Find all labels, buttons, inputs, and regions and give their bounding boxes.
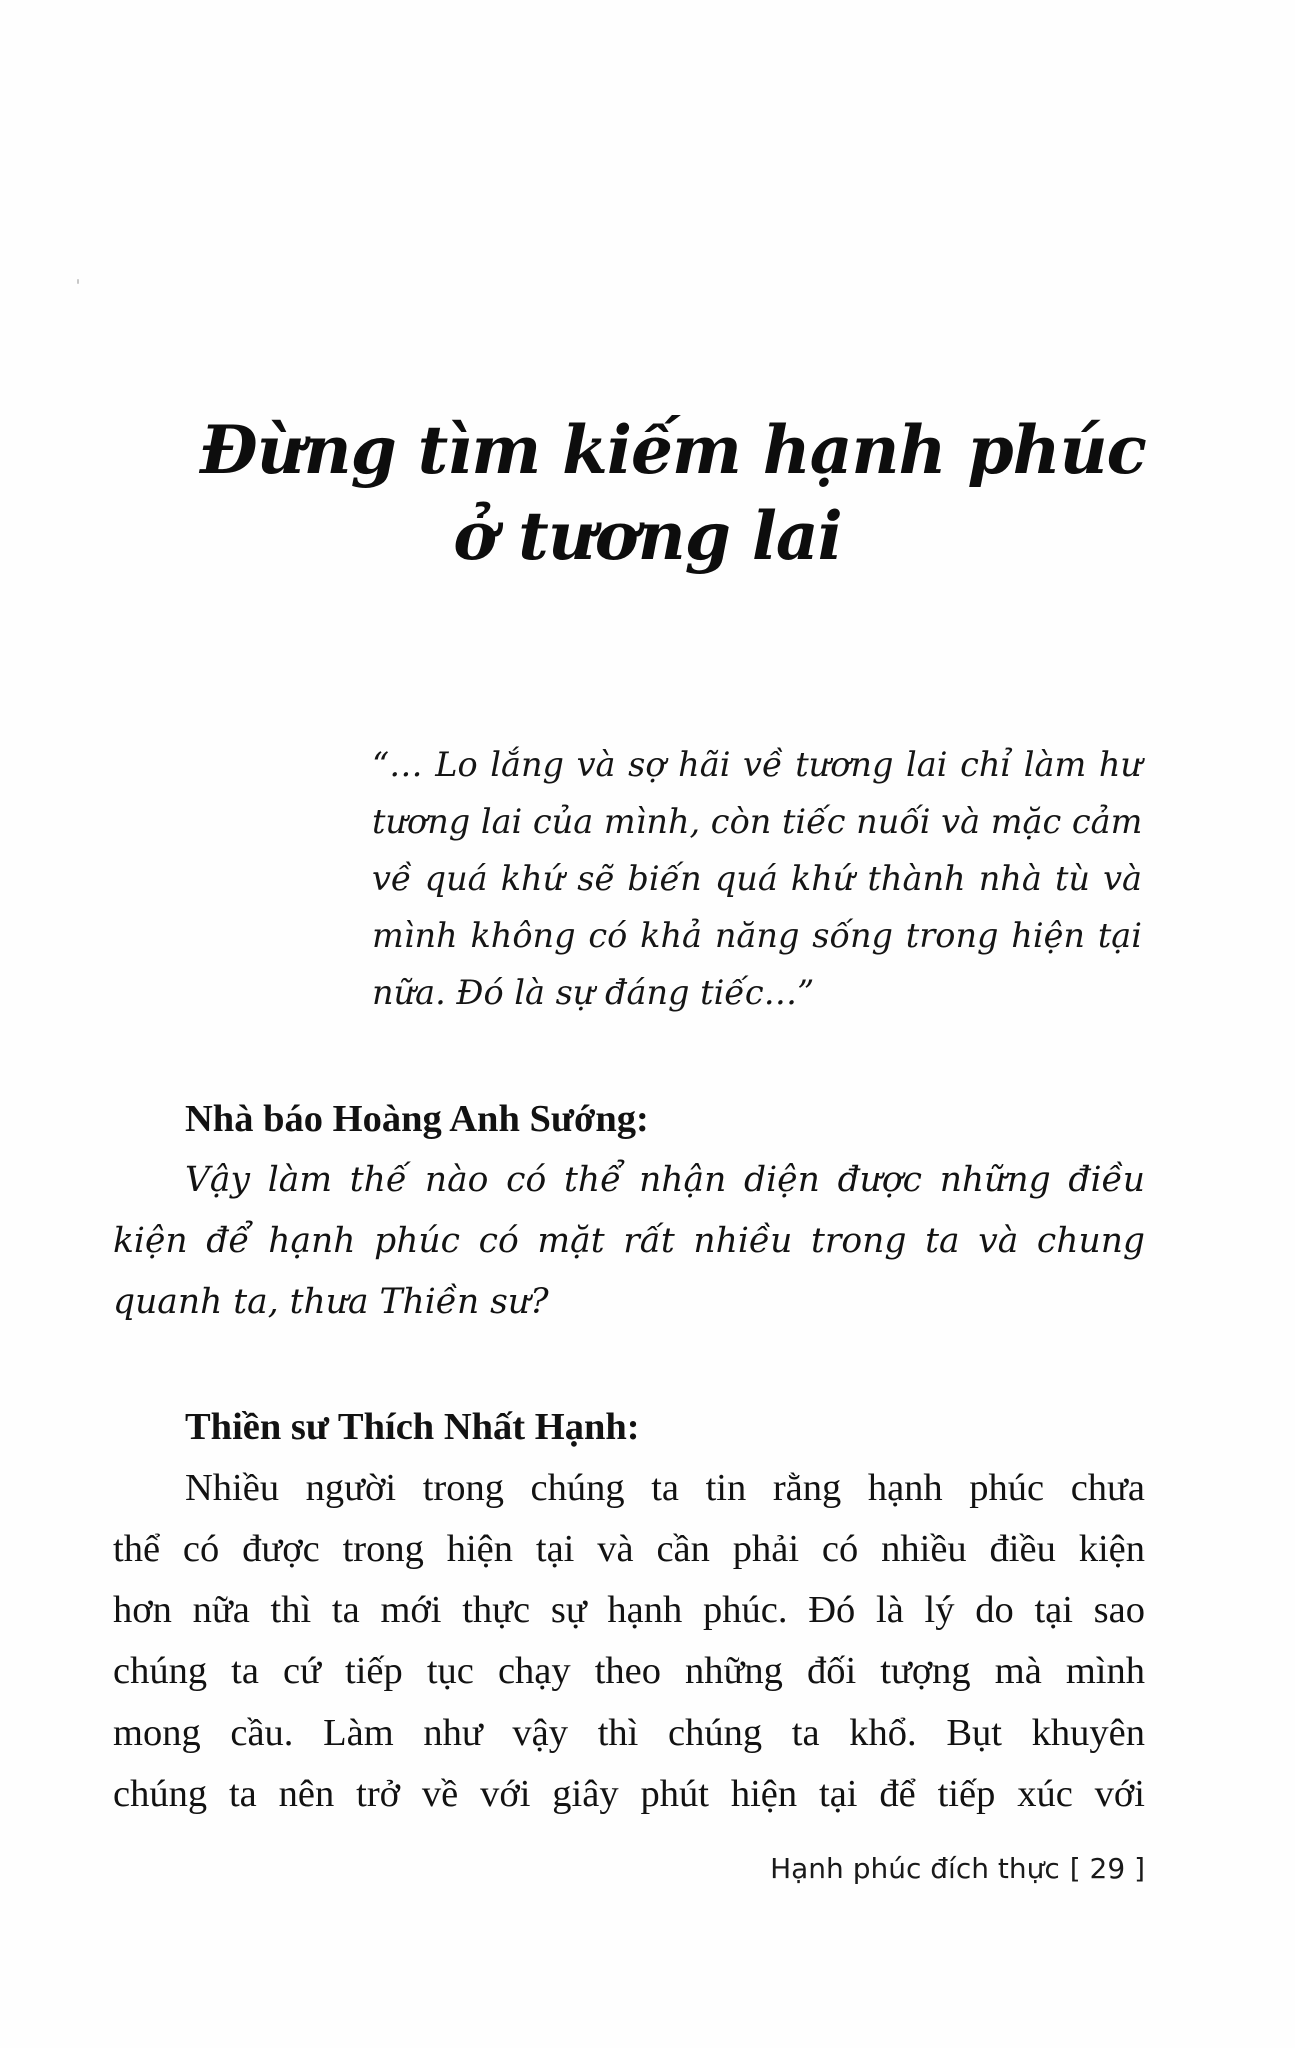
footer-book-title: Hạnh phúc đích thực <box>770 1852 1060 1885</box>
question-line: quanh ta, thưa Thiền sư? <box>113 1282 549 1322</box>
epigraph-line: “… Lo lắng và sợ hãi về tương lai chỉ làm hư <box>372 745 1142 784</box>
answer-line: hơn nữa thì ta mới thực sự hạnh phúc. Đó là lý do tại sao <box>113 1589 1145 1631</box>
answer-line: mong cầu. Làm như vậy thì chúng ta khổ. Bụt khuyên <box>113 1712 1145 1754</box>
answer-line: chúng ta nên trở về với giây phút hiện tại để tiếp xúc với <box>113 1773 1145 1815</box>
epigraph-line: mình không có khả năng sống trong hiện tại <box>372 916 1142 955</box>
answer-line: chúng ta cứ tiếp tục chạy theo những đối tượng mà mình <box>113 1650 1145 1692</box>
question-line: Vậy làm thế nào có thể nhận diện được những điều <box>185 1160 1145 1200</box>
question-line: kiện để hạnh phúc có mặt rất nhiều trong ta và chung <box>113 1221 1145 1261</box>
answer-line: thể có được trong hiện tại và cần phải có nhiều điều kiện <box>113 1528 1145 1570</box>
chapter-title-line-2: ở tương lai <box>453 497 842 575</box>
epigraph-line: nữa. Đó là sự đáng tiếc…” <box>372 973 815 1012</box>
epigraph-line: tương lai của mình, còn tiếc nuối và mặc cảm <box>372 802 1143 841</box>
running-footer <box>755 1851 1145 1887</box>
speaker-label-interviewer: Nhà báo Hoàng Anh Sướng: <box>185 1098 649 1140</box>
chapter-title-line-1: Đừng tìm kiếm hạnh phúc <box>200 411 1146 489</box>
paper-speck <box>77 279 79 284</box>
speaker-label-master: Thiền sư Thích Nhất Hạnh: <box>185 1406 640 1448</box>
answer-line: Nhiều người trong chúng ta tin rằng hạnh phúc chưa <box>185 1467 1145 1509</box>
page-number: [ 29 ] <box>1069 1852 1145 1885</box>
epigraph-line: về quá khứ sẽ biến quá khứ thành nhà tù và <box>372 859 1142 898</box>
